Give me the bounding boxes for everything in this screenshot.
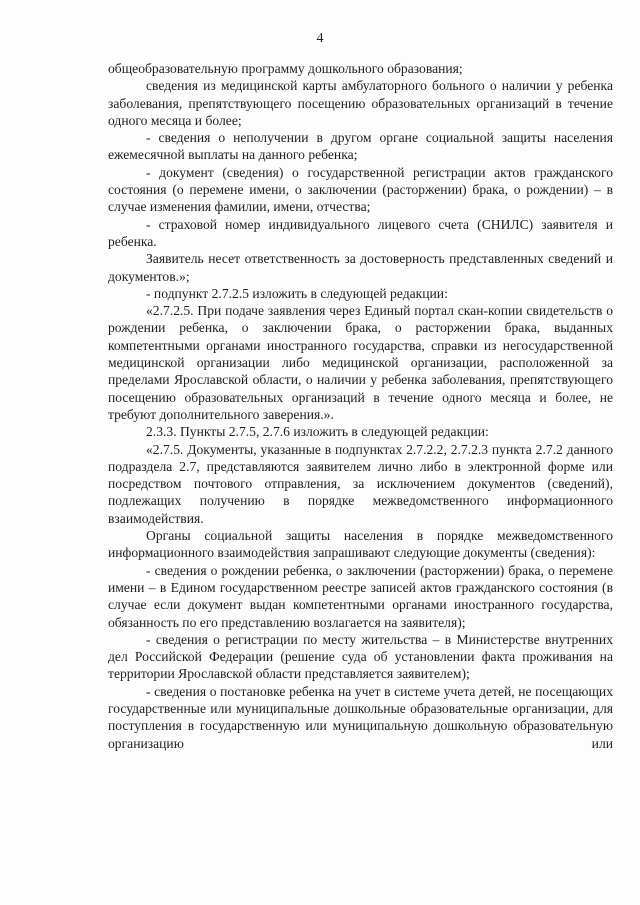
- paragraph-social-protection-bodies: Органы социальной защиты населения в порядке межведомственного информационного взаимодействия запрашивают следующие документы (сведения):: [108, 528, 613, 561]
- paragraph-subclause-2-7-2-5-intro: - подпункт 2.7.2.5 изложить в следующей редакции:: [146, 285, 448, 301]
- paragraph-non-receipt-info: - сведения о неполучении в другом органе социальной защиты населения ежемесячной выплаты на данного ребенка;: [108, 130, 613, 163]
- page-number: 4: [316, 31, 324, 46]
- paragraph-clause-2-3-3: 2.3.3. Пункты 2.7.5, 2.7.6 изложить в следующей редакции:: [146, 424, 489, 440]
- paragraph-civil-registration: - документ (сведения) о государственной регистрации актов гражданского состояния (о перемене имени, о заключении (расторжении) брака, о рождении) – в случае изменения фамилии, имени, отчества;: [108, 164, 613, 215]
- paragraph-subclause-2-7-2-5: «2.7.2.5. При подаче заявления через Единый портал скан-копии свидетельств о рождении ребенка, о заключении брака, о расторжении брака, выданных компетентными органами иностранного государства, справки из негосударственной медицинской организации либо медицинской организации, расположенной за пределами Ярославской области, о наличии у ребенка заболевания, препятствующего посещению образовательных организаций в течение одного месяца и более, не требуют дополнительного заверения.».: [108, 303, 613, 422]
- paragraph-medical-record: сведения из медицинской карты амбулаторного больного о наличии у ребенка заболевания, препятствующего посещению образовательных организаций в течение одного месяца и более;: [108, 78, 613, 128]
- paragraph-continuation: общеобразовательную программу дошкольного образования;: [108, 61, 463, 76]
- paragraph-residence-registration: - сведения о регистрации по месту жительства – в Министерстве внутренних дел Российской Федерации (решение суда об установлении факта проживания на территории Ярославской области представляется заявителем);: [108, 631, 613, 682]
- document-body: [108, 60, 613, 752]
- paragraph-preschool-registration: - сведения о постановке ребенка на учет в системе учета детей, не посещающих государственные или муниципальные дошкольные образовательные организации, для поступления в государственную или муниципальную дошкольную образовательную организацию или: [108, 683, 613, 751]
- paragraph-clause-2-7-5: «2.7.5. Документы, указанные в подпунктах 2.7.2.2, 2.7.2.3 пункта 2.7.2 данного подраздела 2.7, представляются заявителем лично либо в электронной форме или посредством почтового отправления, за исключением документов (сведений), подлежащих получению в порядке межведомственного информационного взаимодействия.: [108, 441, 613, 526]
- paragraph-applicant-responsibility: Заявитель несет ответственность за достоверность представленных сведений и документов.»;: [108, 251, 613, 284]
- paragraph-birth-marriage-info: - сведения о рождении ребенка, о заключении (расторжении) брака, о перемене имени – в Едином государственном реестре записей актов гражданского состояния (в случае если документ выдан компетентными органами иностранного государства, обязанность по его представлению возлагается на заявителя);: [108, 562, 613, 630]
- paragraph-snils: - страховой номер индивидуального лицевого счета (СНИЛС) заявителя и ребенка.: [108, 216, 613, 249]
